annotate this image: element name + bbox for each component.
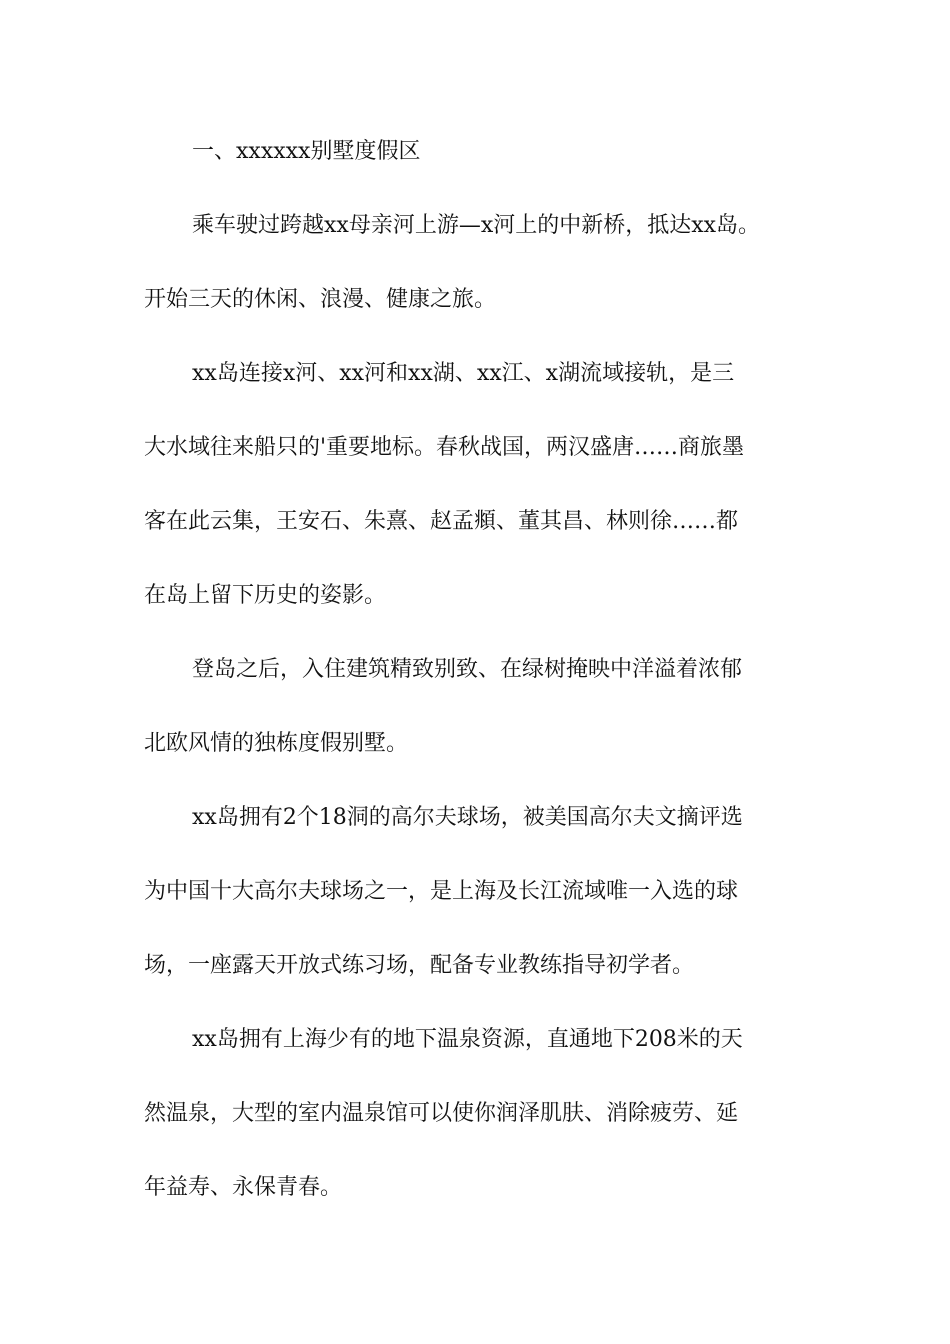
paragraph-line: 然温泉，大型的室内温泉馆可以使你润泽肌肤、消除疲劳、延 — [144, 1101, 739, 1126]
paragraph-line: 场，一座露天开放式练习场，配备专业教练指导初学者。 — [144, 953, 695, 978]
paragraph-line: 为中国十大高尔夫球场之一，是上海及长江流域唯一入选的球 — [144, 879, 739, 904]
paragraph-line: 年益寿、永保青春。 — [144, 1175, 343, 1200]
paragraph-line: xx岛拥有2个18洞的高尔夫球场，被美国高尔夫文摘评选 — [192, 805, 743, 830]
paragraph — [144, 795, 806, 1017]
paragraph — [144, 351, 806, 647]
paragraph-line: 登岛之后，入住建筑精致别致、在绿树掩映中洋溢着浓郁 — [192, 657, 743, 682]
paragraph-line: xx岛连接x河、xx河和xx湖、xx江、x湖流域接轨，是三 — [192, 361, 735, 386]
section-heading: 一、xxxxxx别墅度假区 — [192, 139, 421, 164]
paragraph-line: 开始三天的休闲、浪漫、健康之旅。 — [144, 287, 497, 312]
document-body — [144, 129, 806, 1239]
paragraph-line: 大水域往来船只的'重要地标。春秋战国，两汉盛唐……商旅墨 — [144, 435, 745, 460]
paragraph-line: 北欧风情的独栋度假别墅。 — [144, 731, 409, 756]
paragraph-line: 客在此云集，王安石、朱熹、赵孟頫、董其昌、林则徐……都 — [144, 509, 739, 534]
paragraph — [144, 647, 806, 795]
paragraph — [144, 1017, 806, 1239]
paragraph-line: xx岛拥有上海少有的地下温泉资源，直通地下208米的天 — [192, 1027, 743, 1052]
paragraph-line: 乘车驶过跨越xx母亲河上游—x河上的中新桥，抵达xx岛。 — [192, 213, 761, 238]
paragraph-line: 在岛上留下历史的姿影。 — [144, 583, 387, 608]
paragraph — [144, 203, 806, 351]
